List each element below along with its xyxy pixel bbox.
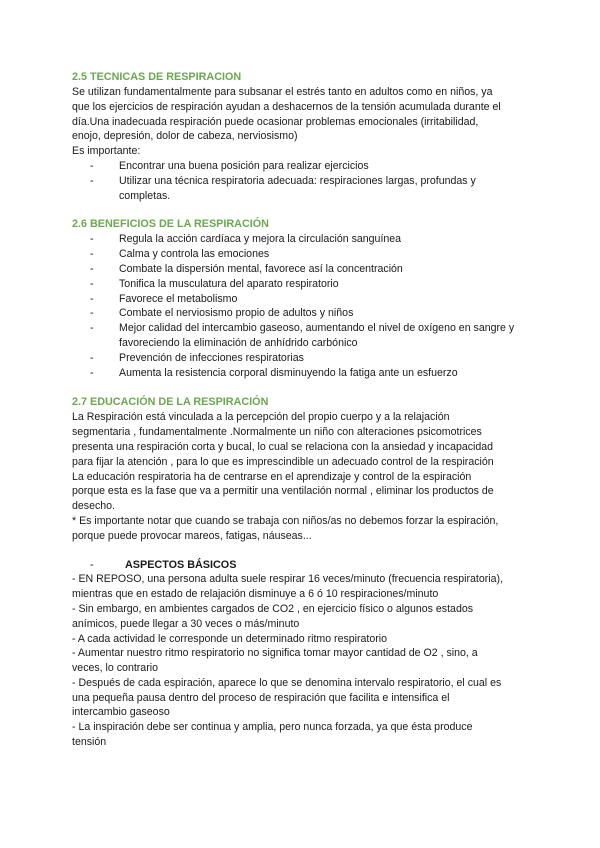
text-line: - EN REPOSO, una persona adulta suele respirar 16 veces/minuto (frecuencia respiratoria), (72, 573, 504, 586)
text-line: intercambio gaseoso (72, 706, 170, 719)
list-item (90, 262, 532, 277)
text-line: presenta una respiración corta y bucal, lo cual se relaciona con la ansiedad y incapacidad (72, 440, 494, 453)
text-line: Es importante: (72, 145, 141, 158)
text-line: una pequeña pausa dentro del proceso de respiración que facilita e intensifica el (72, 691, 450, 704)
text-line: para fijar la atención , para lo que es imprescindible un adecuado control de la respiración (72, 455, 494, 468)
list-item (90, 306, 532, 321)
list-item (90, 292, 532, 307)
list-item-text: - Aumenta la resistencia corporal disminuyendo la fatiga ante un esfuerzo (119, 366, 458, 379)
list-item-text: - Encontrar una buena posición para realizar ejercicios (119, 159, 369, 172)
list-item-text: - Favorece el metabolismo (119, 292, 238, 305)
text-line: - A cada actividad le corresponde un determinado ritmo respiratorio (72, 632, 388, 645)
text-line: día.Una inadecuada respiración puede ocasionar problemas emocionales (irritabilidad, (72, 115, 479, 128)
list-item-text: - Combate el nerviosismo propio de adultos y niños (119, 307, 354, 320)
text-line: que los ejercicios de respiración ayudan a deshacernos de la tensión acumulada durante el (72, 100, 501, 113)
list-item-text: completas. (119, 189, 171, 202)
text-line: La Respiración está vinculada a la percepción del propio cuerpo y a la relajación (72, 411, 450, 424)
text-line: mientras que en estado de relajación disminuye a 6 ó 10 respiraciones/minuto (72, 588, 439, 601)
list-item-text: - Prevención de infecciones respiratorias (119, 351, 304, 364)
list-item-text: - Regula la acción cardíaca y mejora la circulación sanguínea (119, 233, 402, 246)
text-line: desecho. (72, 500, 115, 513)
text-line: tensión (72, 736, 107, 749)
list-item (90, 351, 532, 366)
text-line: enojo, depresión, dolor de cabeza, nerviosismo) (72, 130, 298, 143)
list-item (90, 159, 532, 174)
list-item-text: - Calma y controla las emociones (119, 248, 270, 261)
section-heading-2-5: 2.5 TECNICAS DE RESPIRACION (72, 71, 242, 83)
text-line: veces, lo contrario (72, 662, 158, 675)
section-heading-2-6: 2.6 BENEFICIOS DE LA RESPIRACIÓN (72, 218, 269, 231)
list-item (90, 247, 532, 262)
paragraph-2-7 (72, 410, 532, 543)
list-item-text: favoreciendo la eliminación de anhídrido carbónico (119, 336, 358, 349)
list-item (90, 232, 532, 247)
list-item-text: - Utilizar una técnica respiratoria adecuada: respiraciones largas, profundas y (119, 174, 476, 187)
text-line: - Sin embargo, en ambientes cargados de CO2 , en ejercicio físico o algunos estados (72, 602, 474, 615)
text-line: - La inspiración debe ser continua y amplia, pero nunca forzada, ya que ésta produce (72, 721, 473, 734)
text-line: porque esta es la fase que va a permitir una ventilación normal , eliminar los productos de (72, 485, 494, 498)
text-line: - Aumentar nuestro ritmo respiratorio no significa tomar mayor cantidad de O2 , sino, a (72, 647, 478, 660)
text-line: La educación respiratoria ha de centrarse en el aprendizaje y control de la espiración (72, 470, 472, 483)
list-item-text: - Combate la dispersión mental, favorece así la concentración (119, 262, 403, 275)
list-item (90, 174, 532, 204)
document-page (72, 70, 532, 750)
list-2-5 (72, 159, 532, 203)
list-item (90, 321, 532, 351)
list-item (90, 277, 532, 292)
text-line: anímicos, puede llegar a 30 veces o más/minuto (72, 617, 300, 630)
text-line: porque puede provocar mareos, fatigas, náuseas... (72, 529, 312, 542)
aspectos-heading: - ASPECTOS BÁSICOS (90, 558, 532, 573)
list-item-text: - Tonifica la musculatura del aparato respiratorio (119, 277, 339, 290)
list-2-6 (72, 232, 532, 380)
list-item-text: - Mejor calidad del intercambio gaseoso, aumentando el nivel de oxígeno en sangre y (119, 322, 515, 335)
text-line: segmentaria , fundamentalmente .Normalmente un niño con alteraciones psicomotrices (72, 426, 482, 439)
text-line: - Después de cada espiración, aparece lo que se denomina intervalo respiratorio, el cual es (72, 676, 502, 689)
text-line: Se utilizan fundamentalmente para subsanar el estrés tanto en adultos como en niños, ya (72, 86, 493, 98)
text-line: * Es importante notar que cuando se trabaja con niños/as no debemos forzar la espiración, (72, 514, 499, 527)
section-heading-2-7: 2.7 EDUCACIÓN DE LA RESPIRACIÓN (72, 396, 269, 409)
paragraph-2-5 (72, 85, 532, 159)
paragraph-aspectos (72, 572, 532, 750)
list-item (90, 366, 532, 381)
